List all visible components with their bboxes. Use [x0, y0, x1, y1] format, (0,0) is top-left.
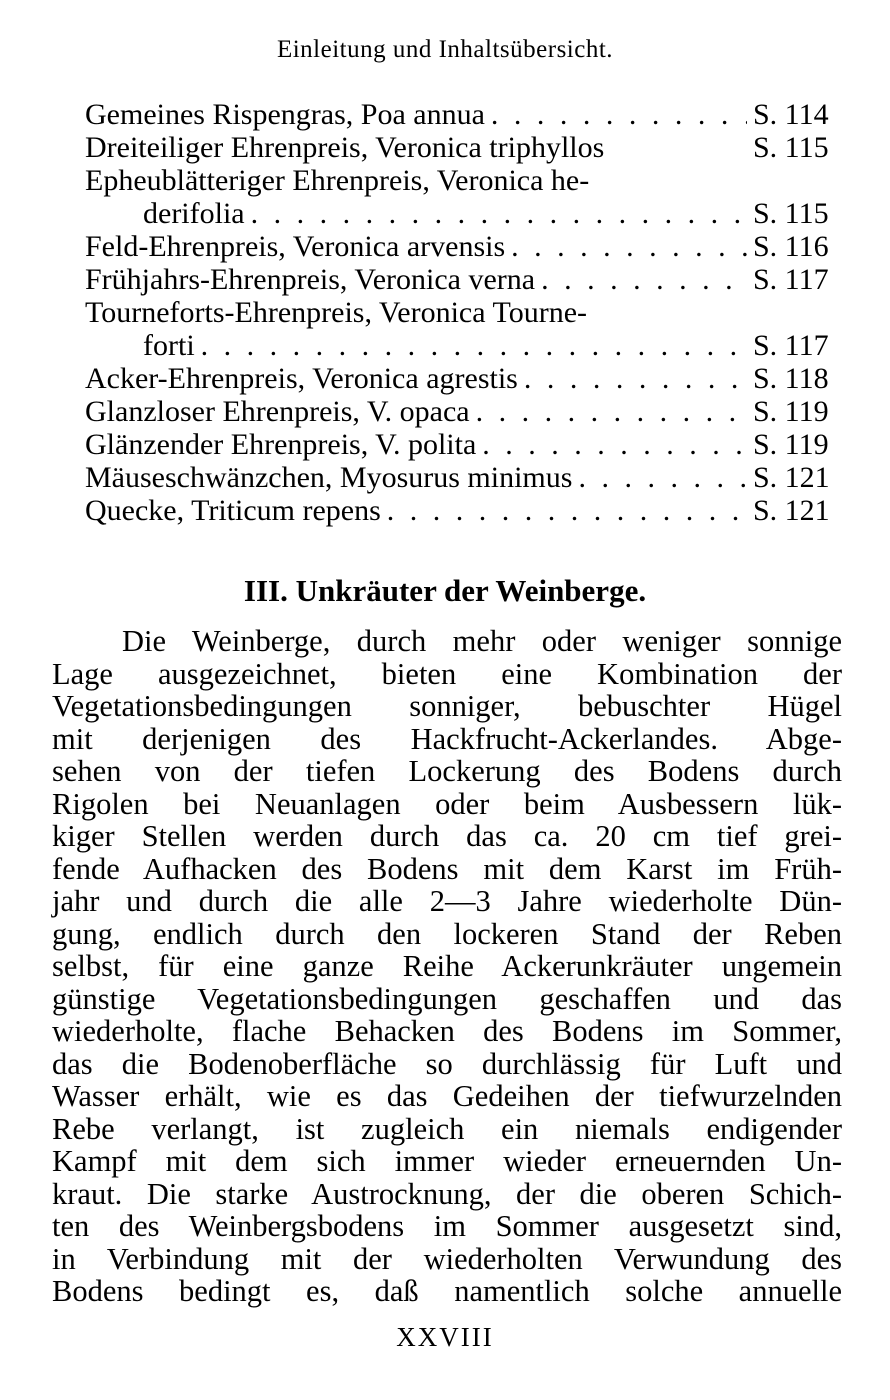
- toc-entry-title: Glanzloser Ehrenpreis, V. opaca: [85, 395, 470, 428]
- text-line: wiederholte, flache Behacken des Bodens im Sommer,: [52, 1014, 842, 1048]
- text-line: Die Weinberge, durch mehr oder weniger sonnige: [122, 624, 842, 658]
- text-line: das die Bodenoberfläche so durchlässig für Luft und: [52, 1046, 842, 1081]
- toc-entry-title: Glänzender Ehrenpreis, V. polita: [85, 428, 477, 461]
- toc-leader-dots: [201, 329, 747, 362]
- toc-entry-page: S. 119: [753, 428, 829, 461]
- toc-entry: [85, 428, 845, 461]
- toc-entry: [85, 131, 845, 164]
- toc-entry-title-continued: derifolia: [143, 197, 245, 230]
- toc-leader-dots: [491, 98, 747, 131]
- section-heading: III. Unkräuter der Weinberge.: [243, 573, 647, 608]
- toc-leader-dots: [476, 395, 747, 428]
- toc-entry-page: S. 117: [753, 263, 829, 296]
- toc-entry-title-continued: forti: [143, 329, 195, 362]
- toc-leader-dots: [482, 428, 747, 461]
- toc-entry-page: S. 121: [753, 494, 830, 527]
- toc-entry: [85, 395, 845, 428]
- text-line: Rebe verlangt, ist zugleich ein niemals endigender: [52, 1111, 842, 1146]
- toc-entry-title: Mäuseschwänzchen, Myosurus minimus: [85, 461, 573, 494]
- toc-entry-page: S. 115: [753, 131, 829, 164]
- toc-entry-page: S. 115: [753, 197, 829, 230]
- text-line: jahr und durch die alle 2—3 Jahre wiederholte Dün-: [52, 884, 842, 918]
- toc-entry-title: Tourneforts-Ehrenpreis, Veronica Tourne-: [85, 296, 588, 329]
- text-line: kraut. Die starke Austrocknung, der die oberen Schich-: [52, 1176, 842, 1211]
- toc-leader-dots: [524, 362, 747, 395]
- toc-entry: [85, 263, 845, 296]
- toc-entry-page: S. 114: [753, 98, 829, 131]
- text-line: Rigolen bei Neuanlagen oder beim Ausbessern lük-: [52, 786, 842, 821]
- toc-entry-title: Gemeines Rispengras, Poa annua: [85, 98, 485, 131]
- body-paragraph: [52, 625, 842, 1308]
- text-line: Wasser erhält, wie es das Gedeihen der tiefwurzelnden: [52, 1079, 842, 1113]
- toc-entry-title: Frühjahrs-Ehrenpreis, Veronica verna: [85, 263, 536, 296]
- toc-entry-page: S. 118: [753, 362, 829, 395]
- toc-entry: [85, 494, 845, 527]
- text-line: fende Aufhacken des Bodens mit dem Karst im Früh-: [52, 851, 842, 886]
- text-line: Kampf mit dem sich immer wieder erneuernden Un-: [52, 1144, 842, 1178]
- toc-entry-page: S. 121: [753, 461, 830, 494]
- toc-entry-title: Feld-Ehrenpreis, Veronica arvensis: [85, 230, 506, 263]
- text-line: sehen von der tiefen Lockerung des Bodens durch: [52, 754, 842, 788]
- text-line: Vegetationsbedingungen sonniger, bebuschter Hügel: [52, 689, 842, 723]
- toc-entry: [85, 98, 845, 131]
- page-number: XXVIII: [396, 1322, 494, 1352]
- text-line: Bodens bedingt es, daß namentlich solche annuelle: [52, 1274, 842, 1308]
- toc-entry: [85, 362, 845, 395]
- toc-leader-dots: [387, 494, 747, 527]
- toc-entry-page: S. 117: [753, 329, 829, 362]
- toc-leader-dots: [578, 461, 747, 494]
- toc-entry-page: S. 119: [753, 395, 829, 428]
- running-head: Einleitung und Inhaltsübersicht.: [276, 36, 614, 63]
- toc-entry-title: Dreiteiliger Ehrenpreis, Veronica triphyllos: [85, 131, 605, 164]
- text-line: ten des Weinbergsbodens im Sommer ausgesetzt sind,: [52, 1209, 842, 1243]
- text-line: gung, endlich durch den lockeren Stand der Reben: [52, 916, 842, 951]
- text-line: Lage ausgezeichnet, bieten eine Kombination der: [52, 656, 842, 691]
- text-line: in Verbindung mit der wiederholten Verwundung des: [52, 1241, 842, 1276]
- toc-entry: [85, 230, 845, 263]
- toc-entry-title: Acker-Ehrenpreis, Veronica agrestis: [85, 362, 518, 395]
- toc-entry-title: Quecke, Triticum repens: [85, 494, 381, 527]
- table-of-contents: [85, 98, 845, 527]
- toc-entry-title: Epheublätteriger Ehrenpreis, Veronica he-: [85, 164, 590, 197]
- toc-entry: [85, 461, 845, 494]
- text-line: günstige Vegetationsbedingungen geschaffen und das: [52, 981, 842, 1016]
- toc-entry-page: S. 116: [753, 230, 829, 263]
- text-line: mit derjenigen des Hackfrucht-Ackerlandes. Abge-: [52, 721, 842, 756]
- toc-leader-dots: [511, 230, 747, 263]
- toc-entry: [85, 164, 845, 230]
- toc-leader-dots: [251, 197, 747, 230]
- text-line: selbst, für eine ganze Reihe Ackerunkräuter ungemein: [52, 949, 842, 983]
- toc-leader-dots: [541, 263, 747, 296]
- text-line: kiger Stellen werden durch das ca. 20 cm tief grei-: [52, 819, 842, 853]
- toc-entry: [85, 296, 845, 362]
